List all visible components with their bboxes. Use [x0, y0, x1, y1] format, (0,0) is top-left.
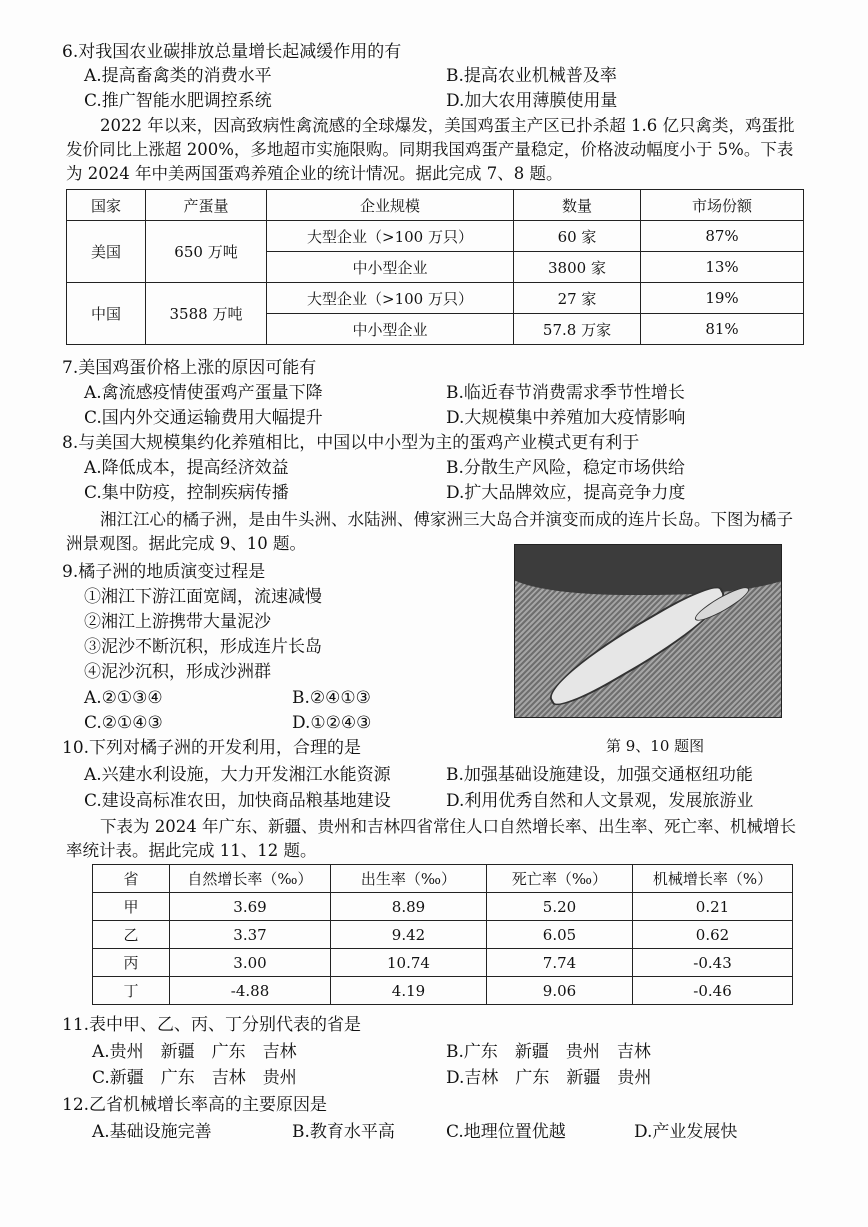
q6-option-c: C.推广智能水肥调控系统: [84, 91, 272, 111]
table-cell: 0.62: [633, 921, 793, 949]
table-cell: -0.43: [633, 949, 793, 977]
t2-header-province: 省: [93, 865, 170, 893]
table-cell: 9.06: [487, 977, 633, 1005]
q9-option-a: A.②①③④: [84, 688, 163, 708]
q12-option-b: B.教育水平高: [292, 1122, 395, 1142]
figure-caption: 第 9、10 题图: [606, 737, 705, 755]
intro-11-12: 下表为 2024 年广东、新疆、贵州和吉林四省常住人口自然增长率、出生率、死亡率、机械增长率统计表。据此完成 11、12 题。: [66, 817, 796, 860]
table-cell: 9.42: [331, 921, 487, 949]
table-cell: 丙: [93, 949, 170, 977]
table-cell: 19%: [641, 283, 804, 314]
q6-option-d: D.加大农用薄膜使用量: [446, 91, 618, 111]
table-cell: 13%: [641, 252, 804, 283]
q6-option-a: A.提高畜禽类的消费水平: [84, 66, 272, 86]
q9-statement-3: ③泥沙不断沉积，形成连片长岛: [84, 637, 322, 657]
table-cell: 乙: [93, 921, 170, 949]
q7-option-a: A.禽流感疫情使蛋鸡产蛋量下降: [84, 383, 323, 403]
q8-option-d: D.扩大品牌效应，提高竞争力度: [446, 483, 686, 503]
q6-option-b: B.提高农业机械普及率: [446, 66, 617, 86]
q10-option-d: D.利用优秀自然和人文景观，发展旅游业: [446, 791, 754, 811]
q11-option-b: B.广东 新疆 贵州 吉林: [446, 1042, 651, 1062]
population-table: [92, 864, 793, 1005]
t1-header-country: 国家: [67, 190, 146, 221]
q7-stem: 7.美国鸡蛋价格上涨的原因可能有: [62, 358, 317, 378]
table-cell: 8.89: [331, 893, 487, 921]
table-cell: 中小型企业: [267, 314, 514, 345]
q11-option-d: D.吉林 广东 新疆 贵州: [446, 1068, 652, 1088]
table-cell: 3.37: [170, 921, 331, 949]
q9-option-b: B.②④①③: [292, 688, 371, 708]
t2-header-birth: 出生率（‰）: [331, 865, 487, 893]
q7-option-c: C.国内外交通运输费用大幅提升: [84, 408, 323, 428]
t1-header-output: 产蛋量: [146, 190, 267, 221]
table-cell: 0.21: [633, 893, 793, 921]
table-cell: 大型企业（>100 万只）: [267, 221, 514, 252]
q9-statement-2: ②湘江上游携带大量泥沙: [84, 612, 271, 632]
q9-option-d: D.①②④③: [292, 713, 372, 733]
q12-stem: 12.乙省机械增长率高的主要原因是: [62, 1095, 328, 1115]
t2-header-death: 死亡率（‰）: [487, 865, 633, 893]
table-cell: -0.46: [633, 977, 793, 1005]
t1-country-us: 美国: [67, 221, 146, 283]
q12-option-d: D.产业发展快: [634, 1122, 738, 1142]
q9-option-c: C.②①④③: [84, 713, 163, 733]
q10-option-c: C.建设高标准农田，加快商品粮基地建设: [84, 791, 391, 811]
table-cell: -4.88: [170, 977, 331, 1005]
island-shape: [539, 579, 735, 714]
q9-statement-4: ④泥沙沉积，形成沙洲群: [84, 662, 271, 682]
q8-option-a: A.降低成本，提高经济效益: [84, 458, 289, 478]
table-cell: 81%: [641, 314, 804, 345]
table-cell: 87%: [641, 221, 804, 252]
q7-option-b: B.临近春节消费需求季节性增长: [446, 383, 685, 403]
juzizhou-photo: [514, 544, 782, 718]
table-cell: 大型企业（>100 万只）: [267, 283, 514, 314]
t1-header-scale: 企业规模: [267, 190, 514, 221]
q9-stem: 9.橘子洲的地质演变过程是: [62, 562, 266, 582]
table-cell: 3.00: [170, 949, 331, 977]
q6-stem: 6.对我国农业碳排放总量增长起减缓作用的有: [62, 42, 402, 62]
t1-header-share: 市场份额: [641, 190, 804, 221]
q10-option-b: B.加强基础设施建设，加强交通枢纽功能: [446, 765, 753, 785]
table-cell: 4.19: [331, 977, 487, 1005]
q10-stem: 10.下列对橘子洲的开发利用，合理的是: [62, 738, 362, 758]
q8-option-c: C.集中防疫，控制疾病传播: [84, 483, 289, 503]
q12-option-a: A.基础设施完善: [92, 1122, 212, 1142]
q12-option-c: C.地理位置优越: [446, 1122, 566, 1142]
egg-industry-table: [66, 189, 804, 345]
table-cell: 3.69: [170, 893, 331, 921]
table-cell: 57.8 万家: [514, 314, 641, 345]
table-cell: 60 家: [514, 221, 641, 252]
t1-output-us: 650 万吨: [146, 221, 267, 283]
intro-7-8: 2022 年以来，因高致病性禽流感的全球爆发，美国鸡蛋主产区已扑杀超 1.6 亿只禽类，鸡蛋批发价同比上涨超 200%，多地超市实施限购。同期我国鸡蛋产量稳定，价格波动幅度小于 5%。下表为 2024 年中美两国蛋鸡养殖企业的统计情况。据此完成 7、8 题。: [66, 116, 795, 183]
table-cell: 5.20: [487, 893, 633, 921]
table-cell: 27 家: [514, 283, 641, 314]
q8-option-b: B.分散生产风险，稳定市场供给: [446, 458, 685, 478]
table-cell: 10.74: [331, 949, 487, 977]
t2-header-migration: 机械增长率（%）: [633, 865, 793, 893]
table-cell: 丁: [93, 977, 170, 1005]
q10-option-a: A.兴建水利设施，大力开发湘江水能资源: [84, 765, 391, 785]
q8-stem: 8.与美国大规模集约化养殖相比，中国以中小型为主的蛋鸡产业模式更有利于: [62, 433, 640, 453]
intro-9-10: 湘江江心的橘子洲，是由牛头洲、水陆洲、傅家洲三大岛合并演变而成的连片长岛。下图为橘子洲景观图。据此完成 9、10 题。: [66, 510, 793, 553]
t1-country-cn: 中国: [67, 283, 146, 345]
table-cell: 6.05: [487, 921, 633, 949]
q9-statement-1: ①湘江下游江面宽阔，流速减慢: [84, 587, 322, 607]
q7-option-d: D.大规模集中养殖加大疫情影响: [446, 408, 686, 428]
q11-option-c: C.新疆 广东 吉林 贵州: [92, 1068, 297, 1088]
table-cell: 甲: [93, 893, 170, 921]
t1-output-cn: 3588 万吨: [146, 283, 267, 345]
table-cell: 7.74: [487, 949, 633, 977]
t2-header-natural: 自然增长率（‰）: [170, 865, 331, 893]
t1-header-count: 数量: [514, 190, 641, 221]
q11-stem: 11.表中甲、乙、丙、丁分别代表的省是: [62, 1015, 362, 1035]
q11-option-a: A.贵州 新疆 广东 吉林: [92, 1042, 297, 1062]
table-cell: 3800 家: [514, 252, 641, 283]
table-cell: 中小型企业: [267, 252, 514, 283]
